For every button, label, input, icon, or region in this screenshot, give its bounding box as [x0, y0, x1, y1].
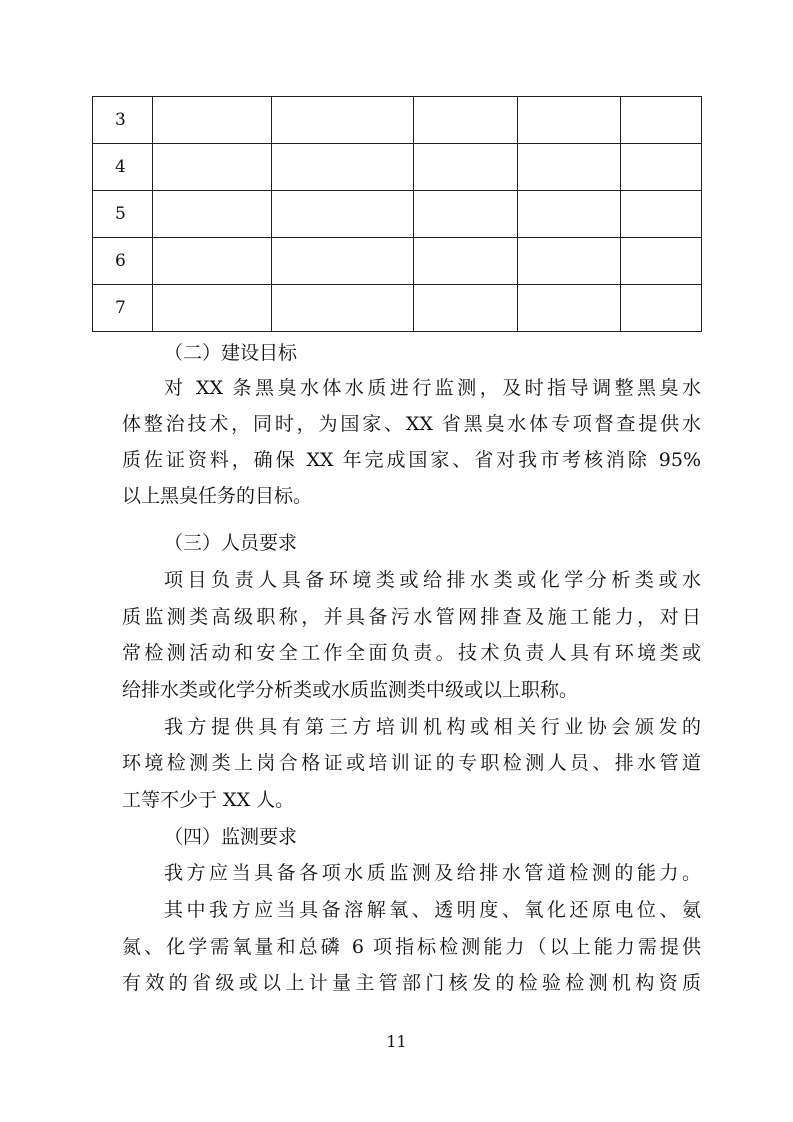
table-cell: [153, 144, 272, 191]
table-cell: [621, 285, 702, 332]
paragraph-line: 常检测活动和安全工作全面负责。技术负责人具有环境类或: [122, 642, 701, 664]
paragraph-line: 有效的省级或以上计量主管部门核发的检验检测机构资质: [122, 972, 701, 994]
paragraph-line: 质监测类高级职称，并具备污水管网排查及施工能力，对日: [122, 606, 701, 628]
table-cell: [414, 144, 518, 191]
paragraph-line: 项目负责人具备环境类或给排水类或化学分析类或水: [164, 569, 701, 591]
table-cell: [414, 97, 518, 144]
table-cell: [153, 191, 272, 238]
table-cell: [414, 191, 518, 238]
table-cell: [518, 238, 621, 285]
table-row: [93, 144, 702, 191]
row-number-cell: 4: [93, 144, 153, 191]
table-cell: [414, 285, 518, 332]
paragraph-line: 体整治技术，同时，为国家、XX 省黑臭水体专项督查提供水: [122, 413, 701, 435]
table-cell: [621, 97, 702, 144]
table-cell: [272, 144, 414, 191]
table-cell: [518, 144, 621, 191]
table-cell: [518, 191, 621, 238]
table-row: [93, 238, 702, 285]
row-number-cell: 3: [93, 97, 153, 144]
table-row: [93, 285, 702, 332]
section-heading: （四）监测要求: [164, 826, 298, 848]
table-cell: [621, 144, 702, 191]
table-cell: [621, 191, 702, 238]
section-heading: （三）人员要求: [164, 532, 298, 554]
section-heading: （二）建设目标: [164, 342, 298, 364]
paragraph-line: 给排水类或化学分析类或水质监测类中级或以上职称。: [122, 679, 579, 701]
table-cell: [621, 238, 702, 285]
row-number-cell: 5: [93, 191, 153, 238]
table-cell: [518, 97, 621, 144]
paragraph-line: 对 XX 条黑臭水体水质进行监测，及时指导调整黑臭水: [164, 377, 701, 399]
table-row: [93, 191, 702, 238]
table-cell: [518, 285, 621, 332]
table-cell: [153, 285, 272, 332]
paragraph-line: 以上黑臭任务的目标。: [122, 485, 313, 507]
table-cell: [272, 191, 414, 238]
paragraph-line: 我方应当具备各项水质监测及给排水管道检测的能力。: [164, 862, 701, 884]
row-number-cell: 7: [93, 285, 153, 332]
paragraph-line: 工等不少于 XX 人。: [122, 789, 295, 811]
paragraph-line: 质佐证资料，确保 XX 年完成国家、省对我市考核消除 95%: [122, 449, 701, 471]
paragraph-line: 我方提供具有第三方培训机构或相关行业协会颁发的: [164, 716, 701, 738]
table-cell: [272, 238, 414, 285]
table-cell: [272, 97, 414, 144]
paragraph-line: 环境检测类上岗合格证或培训证的专职检测人员、排水管道: [122, 752, 701, 774]
row-number-cell: 6: [93, 238, 153, 285]
table-cell: [153, 97, 272, 144]
data-table: [92, 96, 702, 332]
table-cell: [414, 238, 518, 285]
paragraph-line: 其中我方应当具备溶解氧、透明度、氧化还原电位、氨: [164, 899, 701, 921]
table-row: [93, 97, 702, 144]
page-number: 11: [386, 1032, 407, 1051]
paragraph-line: 氮、化学需氧量和总磷 6 项指标检测能力（以上能力需提供: [122, 936, 701, 958]
table-cell: [153, 238, 272, 285]
table-cell: [272, 285, 414, 332]
